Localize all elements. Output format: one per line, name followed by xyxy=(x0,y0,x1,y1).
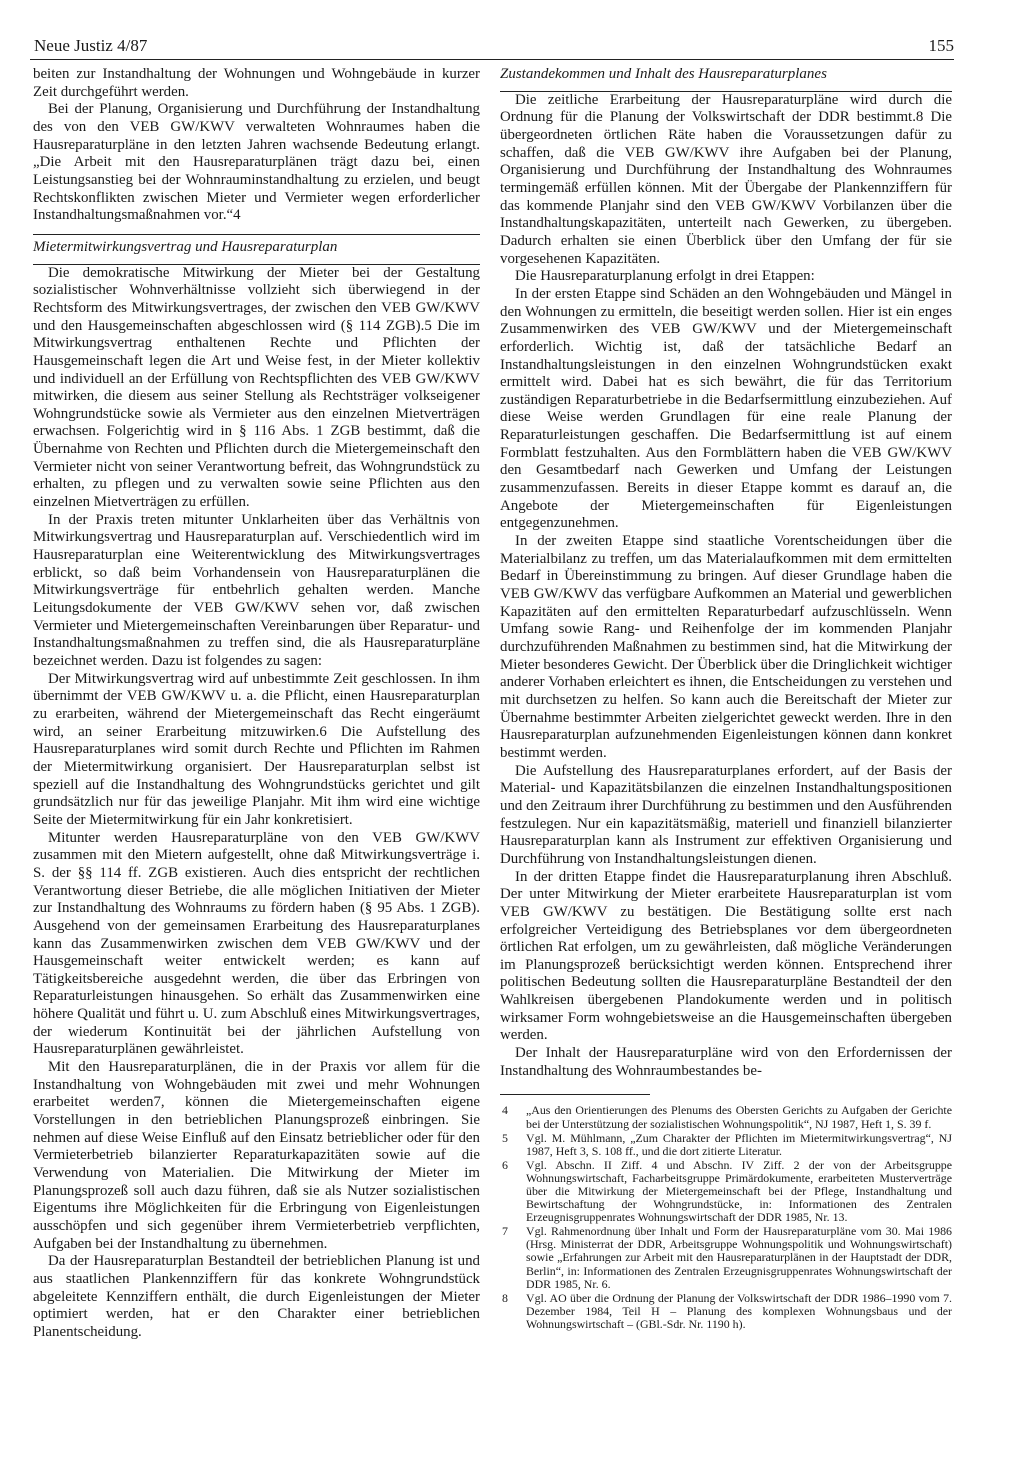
paragraph: Die zeitliche Erarbeitung der Hausreparaturpläne wird durch die Ordnung für die Planung der Volkswirtschaft der DDR bestimmt.8 Die übergeordneten örtlichen Räte haben die Voraussetzungen dafür zu schaffen, daß die VEB GW/KWV ihre Aufgaben bei der Planung, Organisierung und Durchführung der Instandhaltung des Wohnraumes termingemäß erfüllen können. Mit der Übergabe der Plankennziffern für das kommende Planjahr sind den VEB GW/KWV Vorbilanzen über die Instandhaltungskapazitäten, unterteilt nach Gewerken, zu übergeben. Dadurch erhalten sie einen Überblick über den Umfang der für sie vorgesehenen Kapazitäten. xyxy=(500,91,952,267)
paragraph: Mitunter werden Hausreparaturpläne von den VEB GW/KWV zusammen mit den Mietern aufgestellt, ohne daß Mitwirkungsverträge i. S. der §§ 114 ff. ZGB existieren. Auch dies entspricht der rechtlichen Verantwortung dieser Betriebe, die alle möglichen Initiativen der Mieter zur Instandhaltung des Wohnraums zu fördern haben (§ 95 Abs. 1 ZGB). Ausgehend von der gemeinsamen Erarbeitung des Hausreparaturplanes kann das Zusammenwirken zwischen dem VEB GW/KWV und der Hausgemeinschaft weiter entwickelt werden; es kann auf Tätigkeitsbereiche ausgedehnt werden, die über das Erbringen von Reparaturleistungen hinausgehen. So erhält das Zusammenwirken eine höhere Qualität und führt u. U. zum Abschluß eines Mitwirkungsvertrages, der wiederum Kontinuität bei der jährlichen Aufstellung von Hausreparaturplänen gewährleistet. xyxy=(33,829,480,1058)
footnote-number: 4 xyxy=(502,1103,508,1118)
section-heading: Zustandekommen und Inhalt des Hausreparaturplanes xyxy=(500,66,952,92)
footnote-number: 5 xyxy=(502,1130,508,1145)
paragraph: Die Aufstellung des Hausreparaturplanes erfordert, auf der Basis der Material- und Kapazitätsbilanzen die einzelnen Instandhaltungspositionen und den Zeitraum ihrer Durchführung zu bestimmen und den Ausführenden festzulegen. Nur ein kapazitätsmäßig, materiell und finanziell bilanzierter Hausreparaturplan kann als Instrument zur effektiven Organisierung und Durchführung von Instandhaltungsleistungen dienen. xyxy=(500,762,952,867)
paragraph: In der dritten Etappe findet die Hausreparaturplanung ihren Abschluß. Der unter Mitwirkung der Mieter erarbeitete Hausreparaturplan ist vom VEB GW/KWV zu bestätigen. Die Bestätigung sollte erst nach erfolgreicher Verteidigung des Betriebsplanes vor dem übergeordneten örtlichen Rat erfolgen, um zu gewährleisten, daß mögliche Veränderungen im Planungsprozeß berücksichtigt werden können. Entsprechend ihrer politischen Bedeutung sollten die Hausreparaturpläne Bestandteil der den Wahlkreisen übergebenen Plandokumente werden und in politisch wirksamer Form wohngebietsweise an die Hausgemeinschaften übergeben werden. xyxy=(500,868,952,1044)
right-column xyxy=(500,66,952,1332)
paragraph: Der Mitwirkungsvertrag wird auf unbestimmte Zeit geschlossen. In ihm übernimmt der VEB GW/KWV u. a. die Pflicht, einen Hausreparaturplan zu erarbeiten, während der Mietergemeinschaft das Recht eingeräumt wird, an seiner Erarbeitung mitzuwirken.6 Die Aufstellung des Hausreparaturplanes wird somit durch Rechte und Pflichten im Rahmen der Mietermitwirkung organisiert. Der Hausreparaturplan selbst ist speziell auf die Instandhaltung des Wohngrundstücks gerichtet und gilt grundsätzlich nur für das jeweilige Planjahr. Mit ihm wird eine wichtige Seite der Mietermitwirkung für ein Jahr konkretisiert. xyxy=(33,670,480,828)
footnote-text: „Aus den Orientierungen des Plenums des Obersten Gerichts zu Aufgaben der Gerichte bei der Unterstützung der sozialistischen Wohnungspolitik“, NJ 1987, Heft 1, S. 39 f. xyxy=(526,1103,952,1131)
paragraph: In der ersten Etappe sind Schäden an den Wohngebäuden und Mängel in den Wohnungen zu ermitteln, die beseitigt werden sollen. Hier ist ein enges Zusammenwirken des VEB GW/KWV und der Mietergemeinschaft erforderlich. Wichtig ist, daß der tatsächliche Bedarf an Instandhaltungsleistungen in den einzelnen Wohngrundstücken exakt ermittelt wird. Dabei hat es sich bewährt, die für das Territorium zuständigen Reparaturbetriebe in die Bedarfsermittlung einzubeziehen. Auf diese Weise werden Grundlagen für eine reale Planung der Reparaturleistungen geschaffen. Die Bedarfsermittlung ist auf einem Formblatt festzuhalten. Aus den Formblättern haben die VEB GW/KWV den Gesamtbedarf nach Gewerken und Umfang der Leistungen zusammenzufassen. Bereits in dieser Etappe kommt es darauf an, die Angebote der Mietergemeinschaften für Eigenleistungen entgegenzunehmen. xyxy=(500,285,952,532)
footnote-number: 8 xyxy=(502,1290,508,1305)
running-header xyxy=(30,34,954,60)
footnote xyxy=(500,1132,952,1158)
footnote xyxy=(500,1292,952,1331)
paragraph: In der zweiten Etappe sind staatliche Vorentscheidungen über die Materialbilanz zu treffen, um das Materialaufkommen mit dem ermittelten Bedarf in Übereinstimmung zu bringen. Auf dieser Grundlage haben die VEB GW/KWV das verfügbare Aufkommen an Material und gewerblichen Kapazitäten auf den ermittelten Reparaturbedarf aufzuschlüsseln. Wenn Umfang sowie Rang- und Reihenfolge der im kommenden Planjahr durchzuführenden Maßnahmen zu bestimmen sind, hat die Mitwirkung der Mieter besonderes Gewicht. Der Überblick über die Dringlichkeit wichtiger anderer Vorhaben erleichtert es ihnen, die Entscheidungen zu verstehen und mit durchsetzen zu helfen. So kann auch die Bereitschaft der Mieter zur Übernahme bestimmter Arbeiten zielgerichtet geweckt werden. Ihre in den Hausreparaturplan aufzunehmenden Eigenleistungen können dann konkret bestimmt werden. xyxy=(500,533,952,761)
footnote-text: Vgl. Abschn. II Ziff. 4 und Abschn. IV Ziff. 2 der von der Arbeitsgruppe Wohnungswirtschaft, Facharbeitsgruppe Primärdokumente, erarbeiteten Musterverträge über die Mitwirkung der Mietergemeinschaft bei der Pflege, Instandhaltung und Bewirtschaftung der Wohngrundstücke, in: Informationen des Zentralen Erzeugnisgruppenrates Wohnungswirtschaft der DDR 1985, Nr. 13. xyxy=(526,1157,952,1225)
paragraph: beiten zur Instandhaltung der Wohnungen und Wohngebäude in kurzer Zeit durchgeführt werden. xyxy=(33,66,480,100)
paragraph: Da der Hausreparaturplan Bestandteil der betrieblichen Planung ist und aus staatlichen Plankennziffern für das konkrete Wohngrundstück abgeleitete Kennziffern enthält, die durch Eigenleistungen der Mieter optimiert werden, hat er den Charakter einer betrieblichen Planentscheidung. xyxy=(33,1253,480,1340)
footnote-text: Vgl. Rahmenordnung über Inhalt und Form der Hausreparaturpläne vom 30. Mai 1986 (Hrsg. Ministerrat der DDR, Arbeitsgruppe Wohnungspolitik und Wohnungswirtschaft) sowie „Erfahrungen zur Arbeit mit den Hausreparaturplänen in der Hauptstadt der DDR, Berlin“, in: Informationen des Zentralen Erzeugnisgruppenrates Wohnungswirtschaft der DDR 1985, Nr. 6. xyxy=(526,1224,952,1291)
footnote xyxy=(500,1225,952,1290)
page-number: 155 xyxy=(928,36,954,55)
paragraph: In der Praxis treten mitunter Unklarheiten über das Verhältnis von Mitwirkungsvertrag und Hausreparaturplan auf. Verschiedentlich wird im Hausreparaturplan eine Weiterentwicklung des Mitwirkungsvertrages erblickt, so daß beim Vorhandensein von Hausreparaturplänen die Mitwirkungsverträge für entbehrlich gehalten werden. Manche Leitungsdokumente der VEB GW/KWV sehen vor, daß zwischen Vermieter und Mietergemeinschaften Vereinbarungen über Reparatur- und Instandhaltungsmaßnahmen zu treffen sind, die als Hausreparaturpläne bezeichnet werden. Dazu ist folgendes zu sagen: xyxy=(33,511,480,669)
footnote-text: Vgl. M. Mühlmann, „Zum Charakter der Pflichten im Mietermitwirkungsvertrag“, NJ 1987, Heft 3, S. 108 ff., und die dort zitierte Literatur. xyxy=(526,1130,952,1158)
section-divider xyxy=(33,234,480,235)
paragraph: Mit den Hausreparaturplänen, die in der Praxis vor allem für die Instandhaltung von Wohngebäuden mit zwei und mehr Wohnungen erarbeitet werden7, können die Mietergemeinschaften eigene Vorstellungen in den betrieblichen Planungsprozeß einbringen. Sie nehmen auf diese Weise Einfluß auf den Einsatz betrieblicher oder für den Vermieterbetrieb bilanzierter Reparaturkapazitäten sowie auf die Verwendung von Materialien. Die Mitwirkung der Mieter im Planungsprozeß soll auch dazu führen, daß sie als Nutzer sozialistischen Eigentums ihre Möglichkeiten für die Erbringung von Eigenleistungen ausschöpfen und sich gegenüber ihrem Vermieterbetrieb verpflichten, Aufgaben bei der Instandhaltung zu übernehmen. xyxy=(33,1059,480,1252)
footnote-divider xyxy=(500,1094,650,1095)
left-column xyxy=(33,66,480,1342)
paragraph: Bei der Planung, Organisierung und Durchführung der Instandhaltung des von den VEB GW/KWV verwalteten Wohnraumes haben die Hausreparaturpläne in den letzten Jahren wachsende Bedeutung erlangt. „Die Arbeit mit den Hausreparaturplänen trägt dazu bei, einen Leistungsanstieg bei der Wohnrauminstandhaltung zu erzielen, und beugt Rechtskonflikten zwischen Mieter und Vermieter wegen erforderlicher Instandhaltungsmaßnahmen vor.“4 xyxy=(33,101,480,224)
footnotes xyxy=(500,1104,952,1331)
footnote xyxy=(500,1104,952,1130)
paragraph: Die Hausreparaturplanung erfolgt in drei Etappen: xyxy=(515,268,815,285)
journal-issue: Neue Justiz 4/87 xyxy=(34,36,148,55)
footnote-text: Vgl. AO über die Ordnung der Planung der Volkswirtschaft der DDR 1986–1990 vom 7. Dezember 1984, Teil H – Planung des komplexen Wohnungsbaus und der Wohnungswirtschaft – (GBl.-Sdr. Nr. 1190 h). xyxy=(526,1290,952,1331)
footnote-number: 6 xyxy=(502,1157,508,1172)
footnote xyxy=(500,1159,952,1224)
header-rule xyxy=(30,59,954,60)
paragraph: Der Inhalt der Hausreparaturpläne wird von den Erfordernissen der Instandhaltung des Wohnraumbestandes be- xyxy=(500,1045,952,1079)
section-heading: Mietermitwirkungsvertrag und Hausreparaturplan xyxy=(33,239,480,265)
paragraph: Die demokratische Mitwirkung der Mieter bei der Gestaltung sozialistischer Wohnverhältnisse vollzieht sich überwiegend in der Rechtsform des Mitwirkungsvertrages, der zwischen den VEB GW/KWV und den Hausgemeinschaften abgeschlossen wird (§ 114 ZGB).5 Die im Mitwirkungsvertrag enthaltenen Rechte und Pflichten der Hausgemeinschaft legen die Art und Weise fest, in der Mieter kollektiv und individuell an der Erfüllung von Rechtspflichten des VEB GW/KWV mitwirken, die diesem aus seiner Stellung als Rechtsträger volkseigener Wohngrundstücke sowie als Vermieter aus den einzelnen Mietverträgen erwachsen. Folgerichtig wird in § 116 Abs. 1 ZGB bestimmt, daß die Übernahme von Rechten und Pflichten durch die Mietergemeinschaft den Vermieter nicht von seiner Verantwortung befreit, das Wohngrundstück zu erhalten, zu pflegen und zu verwalten sowie seine Pflichten aus den einzelnen Mietverträgen zu erfüllen. xyxy=(33,264,480,511)
footnote-number: 7 xyxy=(502,1224,508,1239)
